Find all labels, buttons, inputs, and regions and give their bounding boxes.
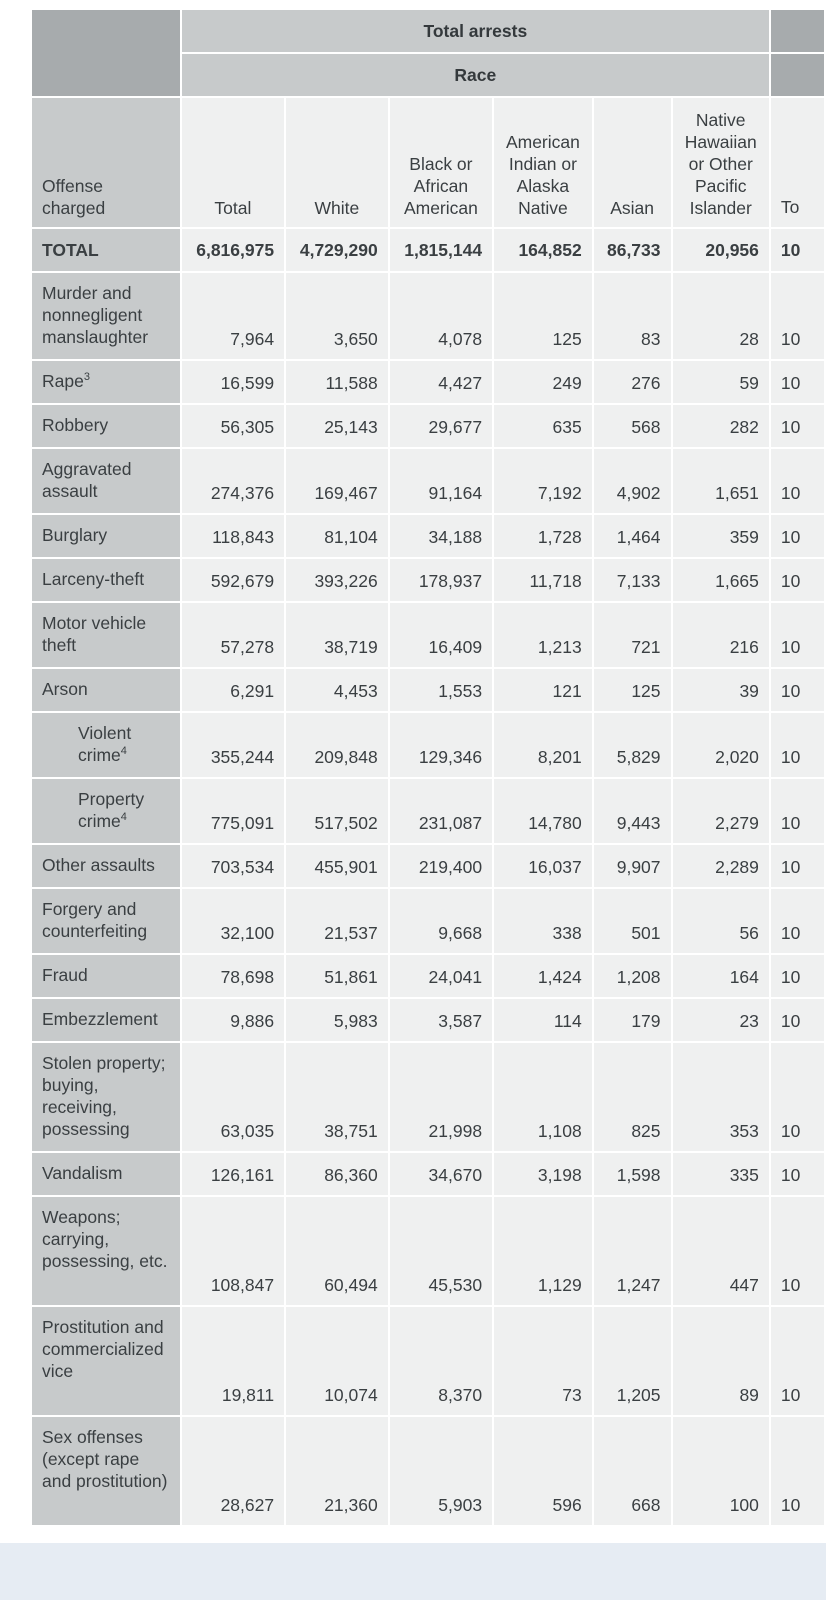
cut-off-cell: 10	[770, 712, 825, 778]
offense-label-text: Prostitution and commercialized vice	[42, 1317, 164, 1381]
offense-label	[31, 668, 181, 712]
header-corner	[31, 9, 181, 97]
table-row	[31, 404, 825, 448]
value-cell: 1,205	[593, 1306, 672, 1416]
cut-off-cell: 10	[770, 228, 825, 272]
column-header-black: Black or African American	[389, 97, 493, 228]
value-cell: 100	[672, 1416, 770, 1526]
value-cell: 14,780	[493, 778, 593, 844]
value-cell: 59	[672, 360, 770, 404]
value-cell: 179	[593, 998, 672, 1042]
value-cell: 19,811	[181, 1306, 285, 1416]
column-header-american-indian: American Indian or Alaska Native	[493, 97, 593, 228]
cut-off-cell: 10	[770, 888, 825, 954]
value-cell: 86,360	[285, 1152, 389, 1196]
value-cell: 16,037	[493, 844, 593, 888]
cut-off-cell: 10	[770, 668, 825, 712]
value-cell: 9,443	[593, 778, 672, 844]
value-cell: 276	[593, 360, 672, 404]
cut-off-cell: 10	[770, 778, 825, 844]
value-cell: 39	[672, 668, 770, 712]
value-cell: 86,733	[593, 228, 672, 272]
value-cell: 353	[672, 1042, 770, 1152]
value-cell: 282	[672, 404, 770, 448]
value-cell: 393,226	[285, 558, 389, 602]
offense-label	[31, 1196, 181, 1306]
value-cell: 164	[672, 954, 770, 998]
value-cell: 60,494	[285, 1196, 389, 1306]
table-row	[31, 1042, 825, 1152]
value-cell: 1,665	[672, 558, 770, 602]
value-cell: 775,091	[181, 778, 285, 844]
value-cell: 1,247	[593, 1196, 672, 1306]
cut-off-cell: 10	[770, 1416, 825, 1526]
value-cell: 91,164	[389, 448, 493, 514]
offense-label	[31, 360, 181, 404]
offense-label	[31, 1042, 181, 1152]
table-row	[31, 558, 825, 602]
offense-label	[31, 1306, 181, 1416]
column-header-white: White	[285, 97, 389, 228]
column-header-native-hawaiian: Native Hawaiian or Other Pacific Islander	[672, 97, 770, 228]
value-cell: 825	[593, 1042, 672, 1152]
value-cell: 38,719	[285, 602, 389, 668]
offense-label	[31, 558, 181, 602]
value-cell: 89	[672, 1306, 770, 1416]
value-cell: 24,041	[389, 954, 493, 998]
table-row	[31, 998, 825, 1042]
value-cell: 6,291	[181, 668, 285, 712]
value-cell: 125	[593, 668, 672, 712]
value-cell: 4,427	[389, 360, 493, 404]
value-cell: 121	[493, 668, 593, 712]
cut-off-cell: 10	[770, 514, 825, 558]
offense-label-text: Weapons; carrying, possessing, etc.	[42, 1207, 168, 1271]
value-cell: 355,244	[181, 712, 285, 778]
table-row	[31, 844, 825, 888]
cut-off-cell: 10	[770, 1306, 825, 1416]
value-cell: 28	[672, 272, 770, 360]
value-cell: 249	[493, 360, 593, 404]
value-cell: 447	[672, 1196, 770, 1306]
offense-label	[31, 712, 181, 778]
cut-off-cell: 10	[770, 1152, 825, 1196]
value-cell: 29,677	[389, 404, 493, 448]
value-cell: 592,679	[181, 558, 285, 602]
offense-label-text: Robbery	[42, 415, 109, 435]
offense-label-text: Forgery and counterfeiting	[42, 899, 148, 941]
cut-off-cell: 10	[770, 360, 825, 404]
offense-label-text: Fraud	[42, 965, 88, 985]
value-cell: 56,305	[181, 404, 285, 448]
value-cell: 20,956	[672, 228, 770, 272]
value-cell: 178,937	[389, 558, 493, 602]
offense-label	[31, 404, 181, 448]
offense-label	[31, 448, 181, 514]
value-cell: 169,467	[285, 448, 389, 514]
offense-label-text: Aggravated assault	[42, 459, 132, 501]
value-cell: 164,852	[493, 228, 593, 272]
value-cell: 703,534	[181, 844, 285, 888]
value-cell: 1,213	[493, 602, 593, 668]
offense-label	[31, 1416, 181, 1526]
table-row	[31, 1306, 825, 1416]
offense-label-text: Violent crime	[78, 723, 132, 765]
value-cell: 8,370	[389, 1306, 493, 1416]
arrests-by-race-table	[30, 8, 826, 1527]
offense-label	[31, 888, 181, 954]
value-cell: 455,901	[285, 844, 389, 888]
arrests-table-container[interactable]	[30, 8, 826, 1527]
table-row	[31, 712, 825, 778]
value-cell: 8,201	[493, 712, 593, 778]
footnote-marker: 4	[120, 745, 127, 757]
value-cell: 3,587	[389, 998, 493, 1042]
table-row	[31, 954, 825, 998]
cut-off-cell: 10	[770, 602, 825, 668]
value-cell: 81,104	[285, 514, 389, 558]
value-cell: 6,816,975	[181, 228, 285, 272]
table-row	[31, 1416, 825, 1526]
value-cell: 3,650	[285, 272, 389, 360]
value-cell: 1,553	[389, 668, 493, 712]
value-cell: 28,627	[181, 1416, 285, 1526]
total-arrests-header: Total arrests	[181, 9, 770, 53]
value-cell: 721	[593, 602, 672, 668]
header-edge	[770, 9, 825, 53]
table-row	[31, 514, 825, 558]
offense-label-text: Stolen property; buying, receiving, possessing	[42, 1053, 166, 1139]
value-cell: 335	[672, 1152, 770, 1196]
value-cell: 11,718	[493, 558, 593, 602]
offense-label	[31, 998, 181, 1042]
cut-off-cell: 10	[770, 844, 825, 888]
value-cell: 118,843	[181, 514, 285, 558]
value-cell: 596	[493, 1416, 593, 1526]
value-cell: 21,998	[389, 1042, 493, 1152]
offense-label-text: Motor vehicle theft	[42, 613, 147, 655]
cut-off-cell: 10	[770, 1042, 825, 1152]
value-cell: 7,192	[493, 448, 593, 514]
footnote-marker: 3	[83, 371, 90, 383]
value-cell: 2,279	[672, 778, 770, 844]
offense-label-text: Burglary	[42, 525, 108, 545]
value-cell: 10,074	[285, 1306, 389, 1416]
offense-label	[31, 1152, 181, 1196]
value-cell: 34,670	[389, 1152, 493, 1196]
value-cell: 126,161	[181, 1152, 285, 1196]
offense-label-text: Murder and nonnegligent manslaughter	[42, 283, 149, 347]
cut-off-cell: 10	[770, 448, 825, 514]
column-header-total: Total	[181, 97, 285, 228]
value-cell: 4,078	[389, 272, 493, 360]
offense-label-text: Larceny-theft	[42, 569, 145, 589]
offense-label-text: TOTAL	[42, 240, 99, 260]
value-cell: 25,143	[285, 404, 389, 448]
value-cell: 11,588	[285, 360, 389, 404]
value-cell: 21,537	[285, 888, 389, 954]
value-cell: 635	[493, 404, 593, 448]
cut-off-cell: 10	[770, 1196, 825, 1306]
offense-label	[31, 954, 181, 998]
table-row	[31, 228, 825, 272]
offense-label-text: Embezzlement	[42, 1009, 158, 1029]
value-cell: 3,198	[493, 1152, 593, 1196]
value-cell: 63,035	[181, 1042, 285, 1152]
column-header-asian: Asian	[593, 97, 672, 228]
value-cell: 83	[593, 272, 672, 360]
value-cell: 57,278	[181, 602, 285, 668]
offense-label-text: Other assaults	[42, 855, 155, 875]
value-cell: 4,729,290	[285, 228, 389, 272]
value-cell: 668	[593, 1416, 672, 1526]
offense-label	[31, 514, 181, 558]
offense-label-text: Sex offenses (except rape and prostitution)	[42, 1427, 168, 1491]
offense-label	[31, 272, 181, 360]
value-cell: 5,903	[389, 1416, 493, 1526]
table-row	[31, 272, 825, 360]
value-cell: 9,886	[181, 998, 285, 1042]
value-cell: 517,502	[285, 778, 389, 844]
value-cell: 1,651	[672, 448, 770, 514]
value-cell: 2,289	[672, 844, 770, 888]
table-row	[31, 1196, 825, 1306]
value-cell: 7,133	[593, 558, 672, 602]
value-cell: 9,907	[593, 844, 672, 888]
value-cell: 209,848	[285, 712, 389, 778]
column-header-cut-off: To	[770, 97, 825, 228]
offense-charged-header: Offense charged	[31, 97, 181, 228]
offense-label-text: Rape	[42, 371, 84, 391]
cut-off-cell: 10	[770, 272, 825, 360]
table-row	[31, 360, 825, 404]
value-cell: 1,728	[493, 514, 593, 558]
value-cell: 501	[593, 888, 672, 954]
table-row	[31, 602, 825, 668]
value-cell: 1,129	[493, 1196, 593, 1306]
value-cell: 78,698	[181, 954, 285, 998]
offense-label-text: Property crime	[78, 789, 145, 831]
value-cell: 38,751	[285, 1042, 389, 1152]
value-cell: 5,829	[593, 712, 672, 778]
table-row	[31, 668, 825, 712]
value-cell: 4,902	[593, 448, 672, 514]
cut-off-cell: 10	[770, 954, 825, 998]
value-cell: 274,376	[181, 448, 285, 514]
value-cell: 1,108	[493, 1042, 593, 1152]
header-edge	[770, 53, 825, 97]
value-cell: 16,409	[389, 602, 493, 668]
offense-label-text: Arson	[42, 679, 88, 699]
value-cell: 568	[593, 404, 672, 448]
value-cell: 9,668	[389, 888, 493, 954]
value-cell: 5,983	[285, 998, 389, 1042]
value-cell: 125	[493, 272, 593, 360]
value-cell: 23	[672, 998, 770, 1042]
value-cell: 231,087	[389, 778, 493, 844]
cut-off-cell: 10	[770, 404, 825, 448]
value-cell: 216	[672, 602, 770, 668]
footnote-marker: 4	[120, 811, 127, 823]
value-cell: 2,020	[672, 712, 770, 778]
value-cell: 21,360	[285, 1416, 389, 1526]
value-cell: 114	[493, 998, 593, 1042]
table-row	[31, 448, 825, 514]
offense-label	[31, 844, 181, 888]
value-cell: 129,346	[389, 712, 493, 778]
bottom-band	[0, 1543, 826, 1600]
table-row	[31, 778, 825, 844]
value-cell: 1,424	[493, 954, 593, 998]
value-cell: 338	[493, 888, 593, 954]
value-cell: 1,815,144	[389, 228, 493, 272]
cut-off-cell: 10	[770, 998, 825, 1042]
value-cell: 45,530	[389, 1196, 493, 1306]
value-cell: 56	[672, 888, 770, 954]
table-row	[31, 888, 825, 954]
offense-label	[31, 228, 181, 272]
value-cell: 34,188	[389, 514, 493, 558]
value-cell: 219,400	[389, 844, 493, 888]
offense-label-text: Vandalism	[42, 1163, 123, 1183]
value-cell: 359	[672, 514, 770, 558]
value-cell: 4,453	[285, 668, 389, 712]
table-row	[31, 1152, 825, 1196]
value-cell: 51,861	[285, 954, 389, 998]
offense-label	[31, 602, 181, 668]
value-cell: 32,100	[181, 888, 285, 954]
race-header: Race	[181, 53, 770, 97]
table-body	[31, 228, 825, 1526]
value-cell: 7,964	[181, 272, 285, 360]
value-cell: 1,464	[593, 514, 672, 558]
offense-label	[31, 778, 181, 844]
value-cell: 16,599	[181, 360, 285, 404]
value-cell: 108,847	[181, 1196, 285, 1306]
value-cell: 1,208	[593, 954, 672, 998]
value-cell: 73	[493, 1306, 593, 1416]
cut-off-cell: 10	[770, 558, 825, 602]
value-cell: 1,598	[593, 1152, 672, 1196]
